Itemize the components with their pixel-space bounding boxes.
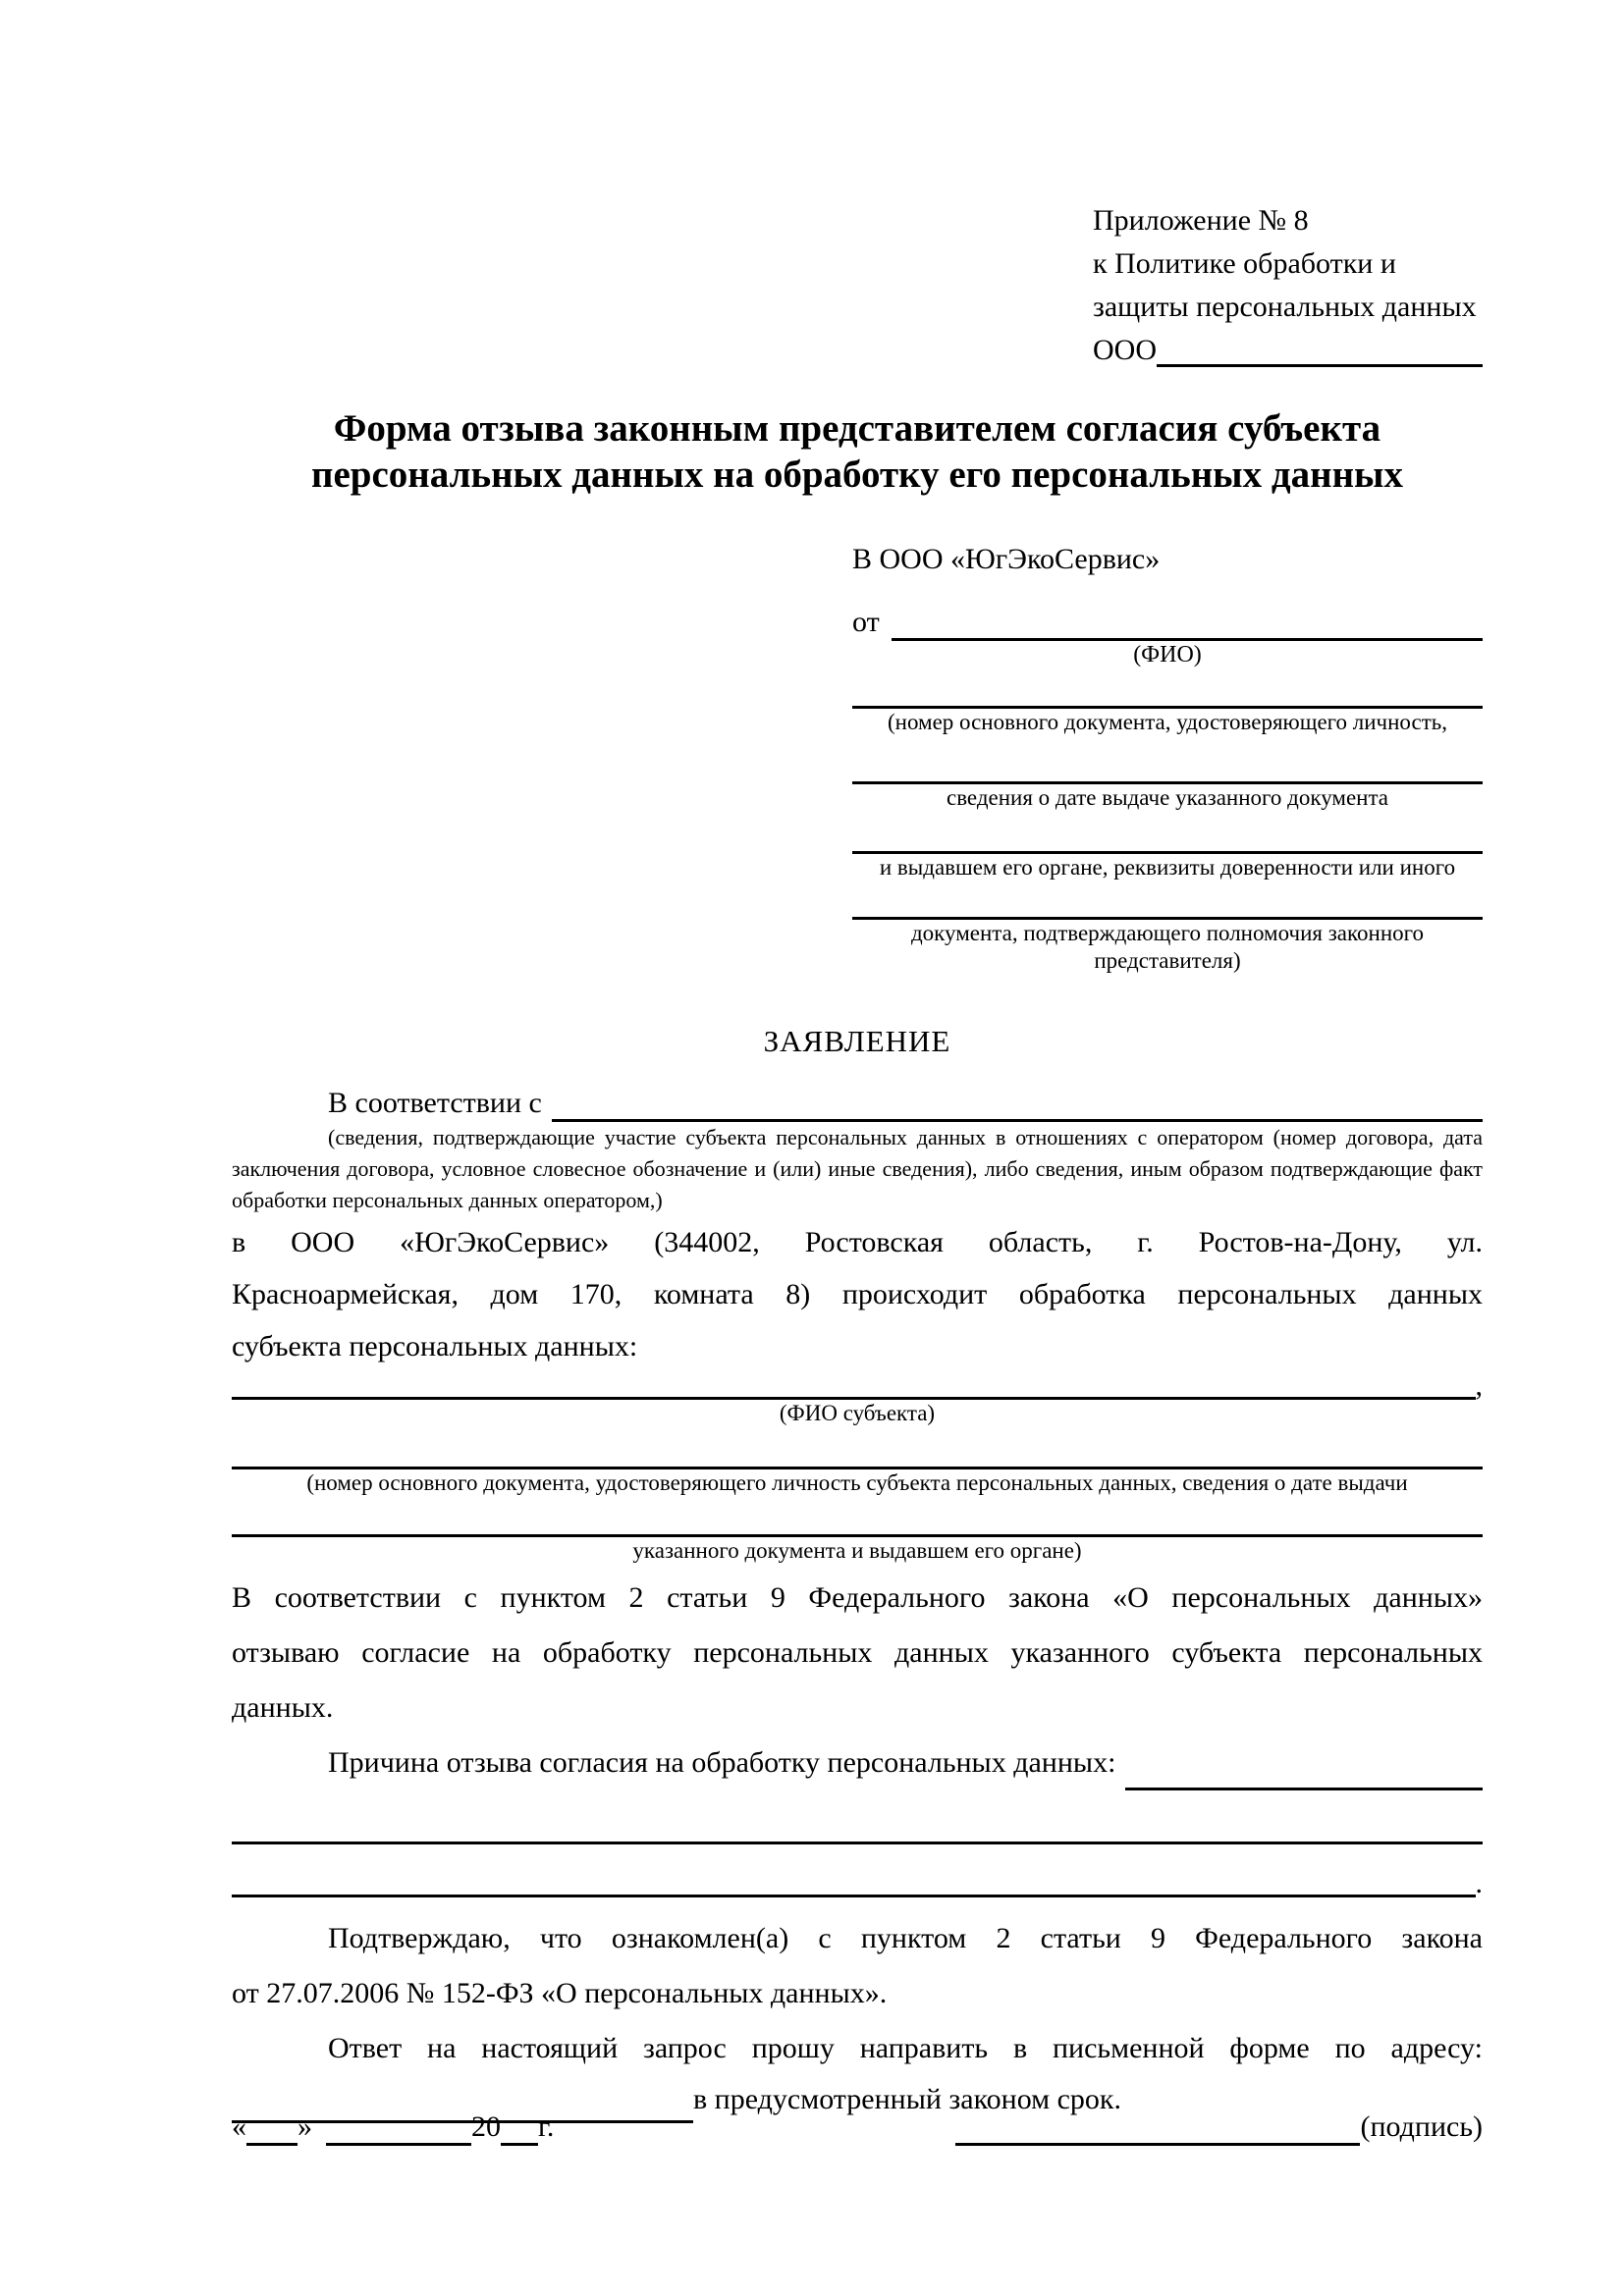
reason-blank-line-1 — [1125, 1735, 1483, 1790]
reason-period: . — [1475, 1867, 1483, 1899]
form-title-line-1: Форма отзыва законным представителем согласия субъекта — [333, 407, 1381, 450]
appendix-header — [1093, 199, 1483, 372]
reason-row — [232, 1735, 1483, 1790]
reason-blank-line-2 — [232, 1816, 1483, 1844]
year-prefix: 20 — [471, 2110, 501, 2143]
addressee-block — [852, 541, 1483, 975]
rep-doc-blank-line-3 — [852, 826, 1483, 854]
intro-blank-line — [552, 1085, 1483, 1122]
rep-doc-caption-4: документа, подтверждающего полномочия законного представителя) — [910, 921, 1424, 973]
appendix-line-3: защиты персональных данных — [1093, 291, 1477, 323]
subject-doc-blank-line-1 — [232, 1441, 1483, 1469]
subject-doc-caption-2: указанного документа и выдавшем его органе) — [632, 1538, 1082, 1563]
withdrawal-paragraph-line-2: отзываю согласие на обработку персональных данных указанного субъекта персональных — [232, 1636, 1483, 1669]
ooo-label: ООО — [1093, 334, 1157, 366]
reason-blank-line-3 — [232, 1872, 1476, 1897]
reason-blank-row-3 — [232, 1867, 1483, 1899]
subject-fio-blank-line — [232, 1374, 1476, 1400]
day-blank-line — [246, 2113, 298, 2146]
confirmation-line-2: от 27.07.2006 № 152-ФЗ «О персональных данных». — [232, 1977, 888, 2009]
signature-caption: (подпись) — [1360, 2110, 1483, 2143]
intro-row — [232, 1085, 1483, 1122]
quote-open: « — [232, 2110, 246, 2143]
rep-doc-blank-line-1 — [852, 680, 1483, 709]
signature-blank-line — [955, 2113, 1360, 2146]
from-label: от — [852, 606, 880, 638]
month-blank-line — [326, 2113, 471, 2146]
addressee-org: В ООО «ЮгЭкоСервис» — [852, 543, 1161, 575]
subject-fio-comma: , — [1475, 1369, 1483, 1402]
fio-caption: (ФИО) — [1133, 642, 1202, 667]
intro-caption-line-3: обработки персональных данных оператором,) — [232, 1188, 663, 1212]
subject-doc-blank-line-2 — [232, 1509, 1483, 1537]
form-title-line-2: персональных данных на обработку его персональных данных — [310, 454, 1404, 496]
operator-paragraph-line-3: субъекта персональных данных: — [232, 1330, 638, 1362]
subject-fio-caption: (ФИО субъекта) — [779, 1401, 936, 1425]
rep-doc-caption-3: и выдавшем его органе, реквизиты доверенности или иного — [879, 855, 1456, 880]
appendix-line-2: к Политике обработки и — [1093, 247, 1396, 280]
footer — [232, 2109, 1483, 2146]
year-blank-line — [501, 2113, 538, 2146]
appendix-line-1: Приложение № 8 — [1093, 204, 1309, 237]
withdrawal-paragraph-line-1: В соответствии с пунктом 2 статьи 9 Федерального закона «О персональных данных» — [232, 1581, 1483, 1614]
rep-doc-caption-2: сведения о дате выдаче указанного документа — [946, 785, 1389, 810]
quote-close: » — [298, 2110, 312, 2143]
year-suffix: г. — [538, 2110, 555, 2143]
subject-fio-row — [232, 1369, 1483, 1402]
intro-label: В соответствии с — [328, 1087, 542, 1119]
form-title — [232, 405, 1483, 498]
date-field — [232, 2109, 554, 2146]
reply-suffix: в предусмотренный законом срок. — [693, 2083, 1121, 2115]
reason-label: Причина отзыва согласия на обработку персональных данных: — [328, 1746, 1116, 1779]
withdrawal-paragraph-line-3: данных. — [232, 1691, 334, 1724]
ooo-blank-line — [1157, 329, 1483, 367]
operator-paragraph-line-1: в ООО «ЮгЭкоСервис» (344002, Ростовская область, г. Ростов-на-Дону, ул. — [232, 1226, 1483, 1258]
from-blank-line — [892, 604, 1483, 641]
ooo-row — [1093, 329, 1483, 372]
confirmation-line-1: Подтверждаю, что ознакомлен(а) с пунктом 2 статьи 9 Федерального закона — [328, 1922, 1483, 1954]
reply-request-line: Ответ на настоящий запрос прошу направить в письменной форме по адресу: — [328, 2032, 1483, 2064]
rep-doc-caption-1: (номер основного документа, удостоверяющего личность, — [887, 710, 1447, 734]
from-row — [852, 604, 1483, 641]
signature-field — [955, 2109, 1483, 2146]
document-content — [232, 0, 1483, 2123]
subject-doc-caption-1: (номер основного документа, удостоверяющего личность субъекта персональных данных, сведения о дате выдачи — [306, 1470, 1408, 1495]
statement-heading: ЗАЯВЛЕНИЕ — [763, 1024, 951, 1058]
operator-paragraph-line-2: Красноармейская, дом 170, комната 8) происходит обработка персональных данных — [232, 1278, 1483, 1310]
intro-caption-line-2: заключения договора, условное словесное обозначение и (или) иные сведения), либо сведения, иным образом подтверждающие факт — [232, 1156, 1483, 1181]
rep-doc-blank-line-4 — [852, 891, 1483, 920]
intro-caption-line-1: (сведения, подтверждающие участие субъекта персональных данных в отношениях с оператором (номер договора, дата — [328, 1125, 1483, 1149]
rep-doc-blank-line-2 — [852, 756, 1483, 784]
